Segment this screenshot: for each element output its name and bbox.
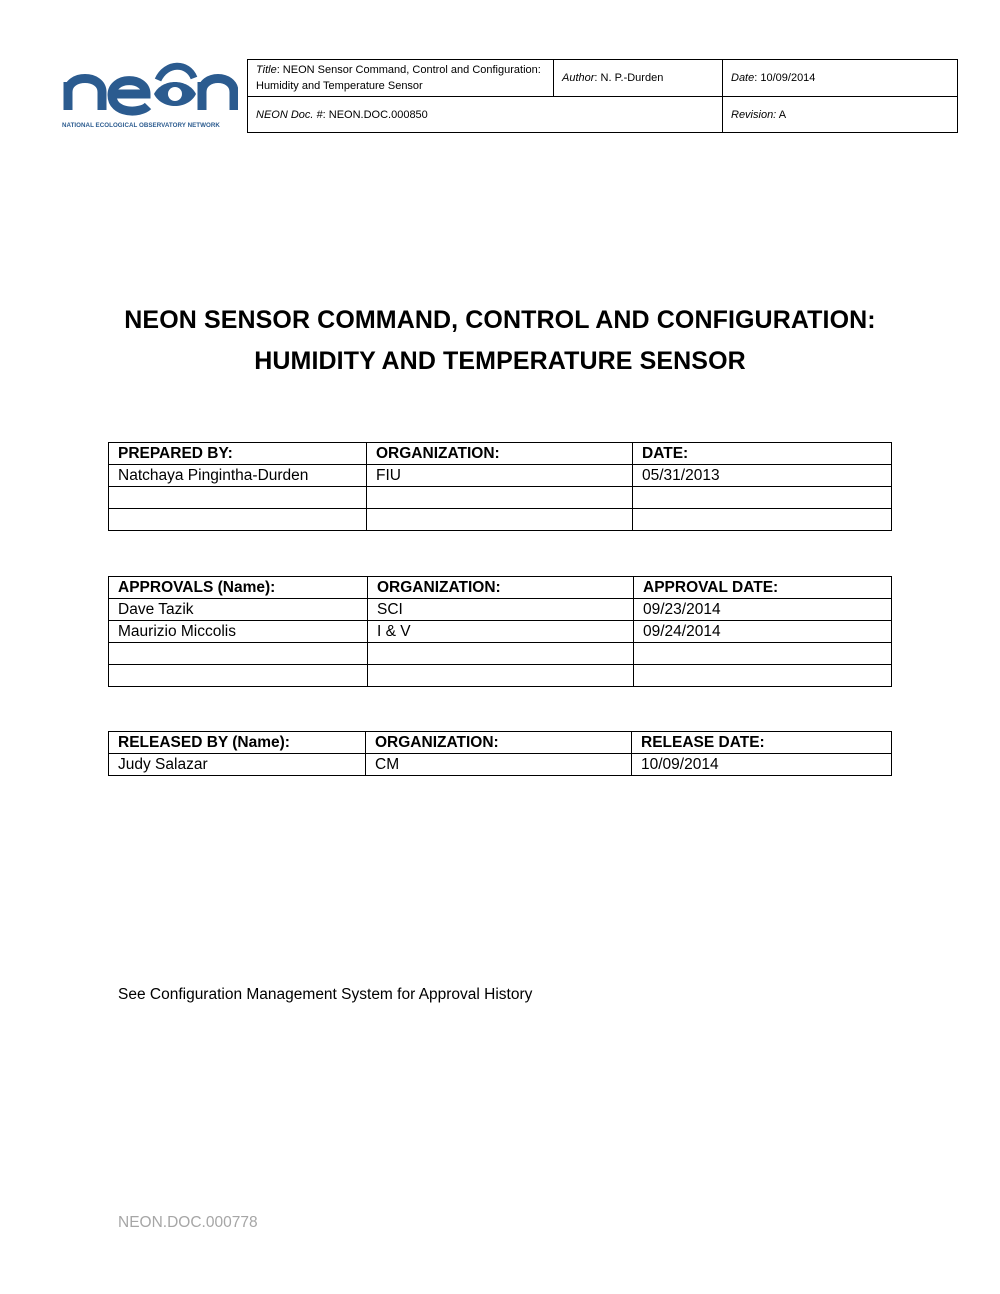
released-by-table [108, 731, 892, 776]
name-cell [109, 665, 368, 687]
organization-cell [368, 665, 634, 687]
header-doc-cell [248, 97, 723, 133]
document-title-line-1: NEON SENSOR COMMAND, CONTROL AND CONFIGURATION: [124, 306, 876, 334]
header-cell: ORGANIZATION: [367, 443, 633, 465]
document-title [0, 300, 1000, 382]
header-title-label: Title [256, 64, 277, 76]
table-row [109, 643, 892, 665]
date-cell: 09/23/2014 [634, 599, 892, 621]
table-row [109, 599, 892, 621]
footer-document-id: NEON.DOC.000778 [118, 1214, 258, 1231]
header-cell: DATE: [633, 443, 892, 465]
table-row [109, 509, 892, 531]
header-revision-cell [723, 97, 958, 133]
header-cell: ORGANIZATION: [368, 577, 634, 599]
approvals-table [108, 576, 892, 687]
table-row [109, 465, 892, 487]
date-cell [634, 665, 892, 687]
date-cell [633, 509, 892, 531]
table-header-row [109, 732, 892, 754]
header-cell: RELEASE DATE: [632, 732, 892, 754]
table-row [109, 621, 892, 643]
approval-history-note: See Configuration Management System for Approval History [118, 986, 533, 1003]
header-cell: APPROVAL DATE: [634, 577, 892, 599]
header-date-label: Date [731, 72, 755, 84]
table-header-row [109, 577, 892, 599]
header-author-value: : N. P.-Durden [594, 72, 664, 84]
organization-cell: I & V [368, 621, 634, 643]
header-doc-label: NEON Doc. # [256, 108, 323, 121]
neon-logo [62, 58, 237, 136]
table-row [109, 754, 892, 776]
organization-cell: CM [366, 754, 632, 776]
table-header-row [109, 443, 892, 465]
document-title-line-2: HUMIDITY AND TEMPERATURE SENSOR [254, 347, 746, 375]
header-date-cell [723, 60, 958, 97]
header-cell: PREPARED BY: [109, 443, 367, 465]
date-cell [633, 487, 892, 509]
organization-cell [367, 487, 633, 509]
date-cell [634, 643, 892, 665]
header-revision-value: A [776, 108, 787, 121]
header-author-cell [554, 60, 723, 97]
header-title-cell [248, 60, 554, 97]
header-revision-label: Revision: [731, 108, 777, 121]
header-date-value: : 10/09/2014 [754, 72, 816, 84]
table-row [109, 487, 892, 509]
name-cell: Judy Salazar [109, 754, 366, 776]
organization-cell: SCI [368, 599, 634, 621]
logo-tagline: NATIONAL ECOLOGICAL OBSERVATORY NETWORK [62, 122, 220, 129]
header-doc-value: : NEON.DOC.000850 [322, 108, 428, 121]
name-cell: Maurizio Miccolis [109, 621, 368, 643]
header-title-value: : NEON Sensor Command, Control and Configuration: Humidity and Temperature Sensor [256, 64, 541, 92]
name-cell [109, 643, 368, 665]
table-row [109, 665, 892, 687]
name-cell [109, 509, 367, 531]
date-cell: 10/09/2014 [632, 754, 892, 776]
organization-cell: FIU [367, 465, 633, 487]
header-cell: ORGANIZATION: [366, 732, 632, 754]
organization-cell [368, 643, 634, 665]
name-cell: Dave Tazik [109, 599, 368, 621]
name-cell [109, 487, 367, 509]
date-cell: 05/31/2013 [633, 465, 892, 487]
header-cell: RELEASED BY (Name): [109, 732, 366, 754]
prepared-by-table [108, 442, 892, 531]
document-header-table [247, 59, 958, 133]
neon-wordmark-icon [62, 58, 238, 120]
header-author-label: Author [562, 72, 595, 84]
header-cell: APPROVALS (Name): [109, 577, 368, 599]
organization-cell [367, 509, 633, 531]
name-cell: Natchaya Pingintha-Durden [109, 465, 367, 487]
date-cell: 09/24/2014 [634, 621, 892, 643]
